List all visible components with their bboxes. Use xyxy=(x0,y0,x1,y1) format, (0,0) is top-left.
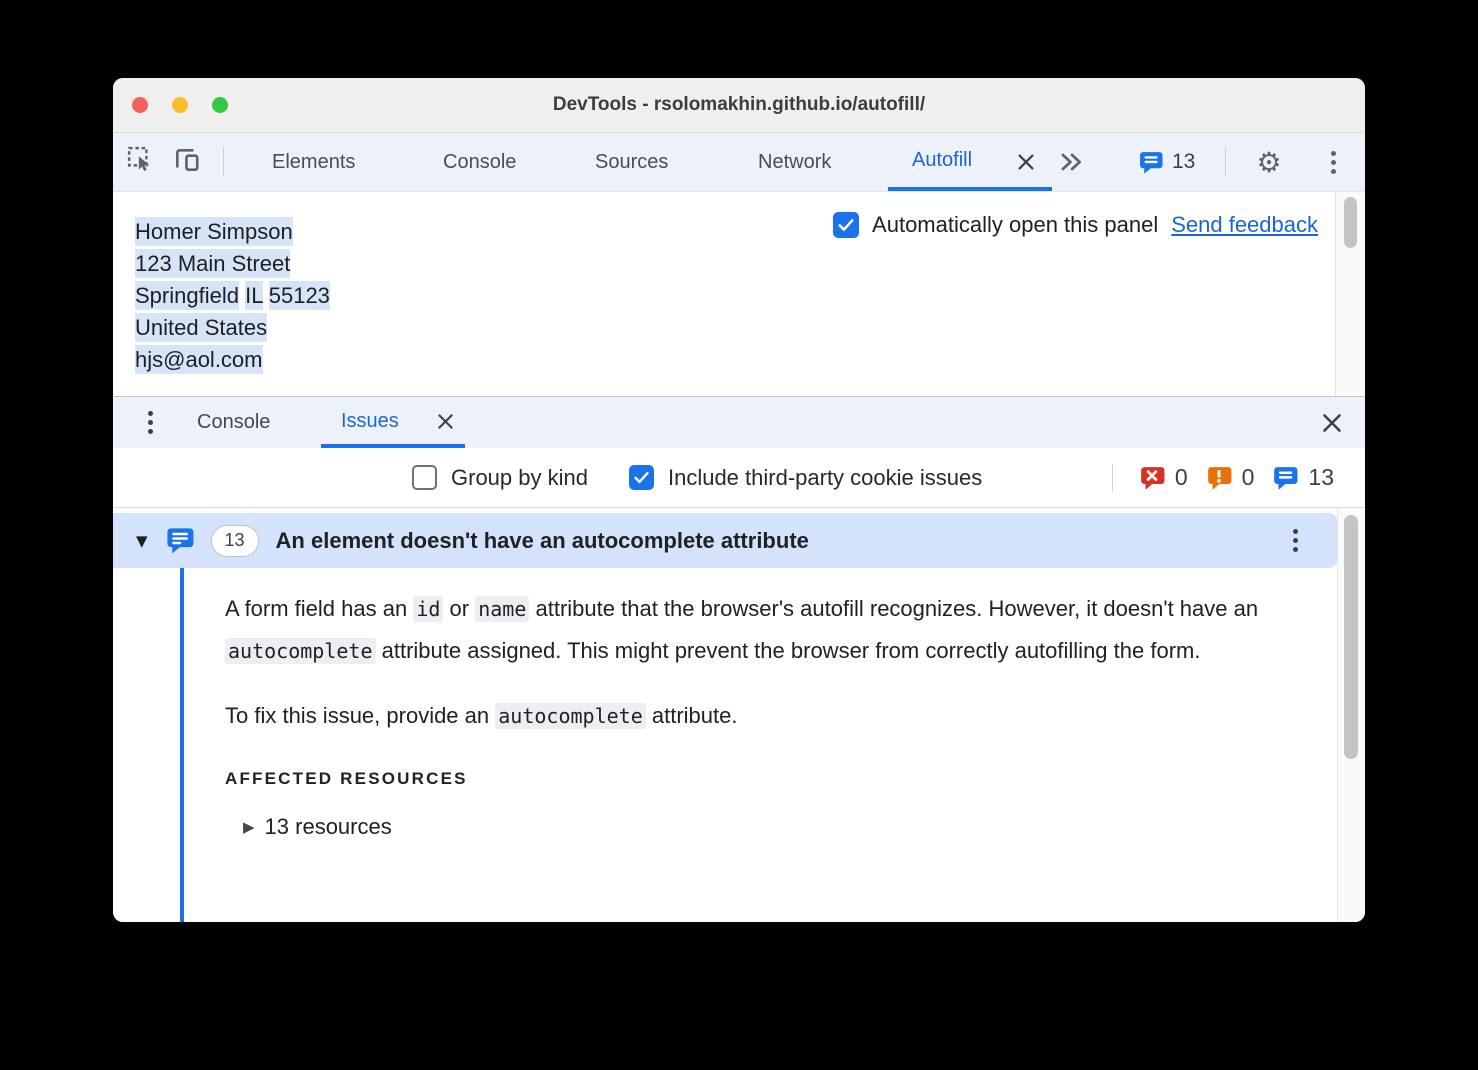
error-count: 0 xyxy=(1174,464,1188,490)
drawer-tab-issues[interactable] xyxy=(321,397,465,448)
inline-code: autocomplete xyxy=(495,703,646,729)
address-line xyxy=(135,248,330,280)
affected-resources-toggle[interactable] xyxy=(243,814,1337,840)
issues-list xyxy=(113,508,1365,922)
toolbar-separator xyxy=(1225,147,1226,177)
text-segment: attribute. xyxy=(645,703,738,728)
tab-elements[interactable] xyxy=(260,133,367,191)
issue-header-row[interactable] xyxy=(113,513,1337,568)
group-by-kind-checkbox[interactable] xyxy=(412,465,437,490)
tab-label: Issues xyxy=(341,409,399,432)
warning-bubble-icon xyxy=(1206,465,1232,491)
highlighted-text: hjs@aol.com xyxy=(135,347,263,372)
close-drawer-button[interactable] xyxy=(1318,409,1345,436)
issue-bubble-icon xyxy=(1272,465,1298,491)
highlighted-text: IL xyxy=(245,283,263,308)
main-menu-button[interactable] xyxy=(1323,147,1343,177)
autofill-scrollbar[interactable] xyxy=(1335,192,1365,396)
autofill-panel xyxy=(113,192,1365,396)
address-line xyxy=(135,216,330,248)
zoom-window-button[interactable] xyxy=(212,97,228,113)
tab-label: Sources xyxy=(595,150,669,173)
issue-bubble-icon xyxy=(165,526,194,555)
scrollbar-thumb[interactable] xyxy=(1344,197,1357,248)
issue-fix-suggestion xyxy=(225,695,1315,737)
issues-toolbar xyxy=(113,448,1365,508)
counts-separator xyxy=(1112,464,1113,492)
inspect-element-button[interactable] xyxy=(126,148,156,176)
traffic-lights xyxy=(132,97,228,113)
text-segment: attribute assigned. This might prevent the browser from correctly autofilling the form. xyxy=(375,638,1201,663)
expand-triangle-icon: ▶ xyxy=(243,818,255,836)
address-line xyxy=(135,312,330,344)
window-title: DevTools - rsolomakhin.github.io/autofill/ xyxy=(552,94,926,115)
text-segment: or xyxy=(443,596,476,621)
minimize-window-button[interactable] xyxy=(172,97,188,113)
issue-detail xyxy=(180,568,1337,922)
inspect-cursor-icon xyxy=(127,146,155,179)
highlighted-text: Springfield xyxy=(135,283,239,308)
issue-description xyxy=(225,588,1315,672)
active-tab-underline xyxy=(888,187,1052,191)
tab-network[interactable] xyxy=(746,133,843,191)
drawer-menu-button[interactable] xyxy=(141,409,159,435)
close-icon xyxy=(1319,410,1345,436)
tab-sources[interactable] xyxy=(583,133,680,191)
settings-button[interactable] xyxy=(1251,133,1287,191)
inline-code: name xyxy=(475,596,529,622)
tab-console[interactable] xyxy=(431,133,528,191)
issues-filters xyxy=(412,448,982,507)
tab-label: Autofill xyxy=(912,149,973,171)
more-tabs-button[interactable] xyxy=(1053,133,1089,191)
drawer-tab-bar xyxy=(113,396,1365,448)
inline-code: id xyxy=(413,596,443,622)
devtools-window xyxy=(113,78,1365,922)
text-segment xyxy=(263,283,269,308)
highlighted-text: United States xyxy=(135,315,268,340)
devtools-toolbar xyxy=(113,133,1365,192)
toolbar-separator xyxy=(223,147,224,177)
text-segment: attribute that the browser's autofill recognizes. However, it doesn't have an xyxy=(529,596,1259,621)
close-window-button[interactable] xyxy=(132,97,148,113)
send-feedback-link[interactable]: Send feedback xyxy=(1171,212,1318,237)
text-segment: To fix this issue, provide an xyxy=(225,703,496,728)
drawer-tab-console[interactable] xyxy=(183,397,284,448)
tab-label: Console xyxy=(197,411,271,433)
resources-summary: 13 resources xyxy=(264,814,392,839)
highlighted-text: Homer Simpson xyxy=(135,219,293,244)
checkmark-icon xyxy=(836,215,856,235)
drawer-scrollbar[interactable] xyxy=(1337,508,1365,922)
text-segment: A form field has an xyxy=(225,596,414,621)
auto-open-checkbox[interactable] xyxy=(833,212,859,238)
close-autofill-tab-button[interactable] xyxy=(1014,150,1038,174)
device-toolbar-icon xyxy=(172,146,202,179)
checkmark-icon xyxy=(632,468,651,487)
highlighted-text: 55123 xyxy=(268,283,330,308)
issue-menu-button[interactable] xyxy=(1287,526,1303,556)
issue-count: 13 xyxy=(1308,464,1334,490)
autofill-address-preview xyxy=(135,216,330,376)
scrollbar-thumb[interactable] xyxy=(1344,515,1358,759)
group-by-kind-label: Group by kind xyxy=(451,464,588,490)
third-party-cookie-checkbox[interactable] xyxy=(629,465,654,490)
collapse-triangle-icon[interactable]: ▼ xyxy=(136,531,148,550)
close-icon xyxy=(435,411,456,432)
close-icon xyxy=(1015,151,1037,173)
issue-title: An element doesn't have an autocomplete attribute xyxy=(275,527,809,553)
warning-count: 0 xyxy=(1241,464,1255,490)
auto-open-setting xyxy=(833,212,1318,238)
inline-code: autocomplete xyxy=(225,638,376,664)
gear-icon: ⚙ xyxy=(1256,145,1282,179)
close-issues-tab-button[interactable] xyxy=(434,410,457,433)
highlighted-text: 123 Main Street xyxy=(135,251,291,276)
issue-counts xyxy=(1112,448,1334,507)
affected-resources-heading: AFFECTED RESOURCES xyxy=(225,769,468,788)
tab-label: Elements xyxy=(272,150,356,173)
title-bar xyxy=(113,78,1365,133)
issues-count: 13 xyxy=(1172,150,1196,173)
tab-label: Network xyxy=(758,150,832,173)
tab-label: Console xyxy=(443,150,517,173)
address-line xyxy=(135,280,330,312)
chevron-double-right-icon xyxy=(1058,149,1084,175)
error-bubble-icon xyxy=(1139,465,1165,491)
tab-autofill[interactable] xyxy=(888,133,1052,191)
toggle-device-toolbar-button[interactable] xyxy=(171,148,203,176)
issue-count-badge: 13 xyxy=(211,525,259,557)
issues-counter-button[interactable] xyxy=(1138,133,1195,191)
auto-open-label: Automatically open this panel xyxy=(872,212,1159,237)
address-line xyxy=(135,344,330,376)
issues-message-icon xyxy=(1138,150,1163,175)
third-party-cookie-label: Include third-party cookie issues xyxy=(667,464,983,490)
